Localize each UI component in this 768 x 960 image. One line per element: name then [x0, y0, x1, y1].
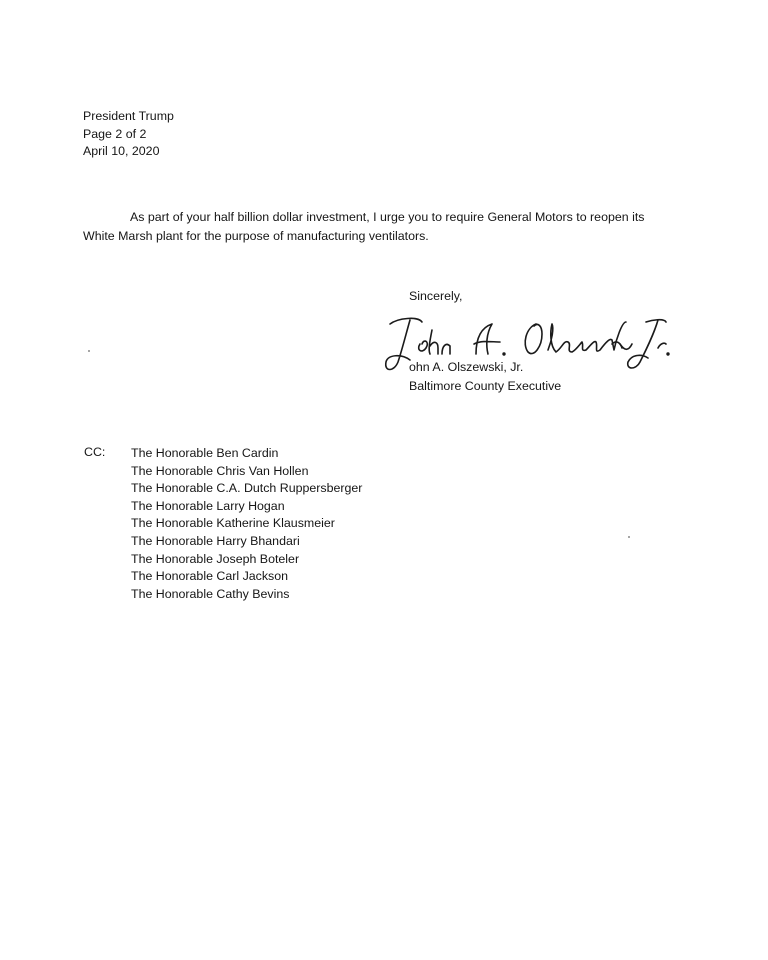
cc-recipient-list	[131, 445, 362, 603]
letter-header	[83, 108, 174, 161]
body-line-2: White Marsh plant for the purpose of manufacturing ventilators.	[83, 229, 429, 243]
signer-block	[409, 358, 561, 396]
closing-salutation: Sincerely,	[409, 289, 463, 303]
page-number-line: Page 2 of 2	[83, 126, 147, 141]
cc-recipient: The Honorable Chris Van Hollen	[131, 463, 309, 478]
signer-title: Baltimore County Executive	[409, 379, 562, 393]
cc-recipient: The Honorable Ben Cardin	[131, 446, 279, 460]
cc-recipient: The Honorable Joseph Boteler	[131, 551, 300, 566]
cc-recipient: The Honorable Cathy Bevins	[131, 586, 290, 601]
scan-speck	[628, 536, 630, 538]
cc-recipient: The Honorable Katherine Klausmeier	[131, 516, 335, 531]
cc-recipient: The Honorable Larry Hogan	[131, 498, 285, 513]
letter-body	[83, 208, 703, 246]
cc-recipient: The Honorable Carl Jackson	[131, 569, 289, 584]
cc-label: CC:	[84, 445, 106, 459]
cc-recipient: The Honorable Harry Bhandari	[131, 533, 300, 548]
cc-recipient: The Honorable C.A. Dutch Ruppersberger	[131, 481, 363, 496]
scan-speck	[88, 350, 90, 352]
date-line: April 10, 2020	[83, 144, 160, 158]
recipient-line: President Trump	[83, 109, 174, 123]
body-line-1: As part of your half billion dollar investment, I urge you to require General Motors to reopen its	[130, 210, 645, 224]
signer-name: ohn A. Olszewski, Jr.	[409, 360, 524, 374]
